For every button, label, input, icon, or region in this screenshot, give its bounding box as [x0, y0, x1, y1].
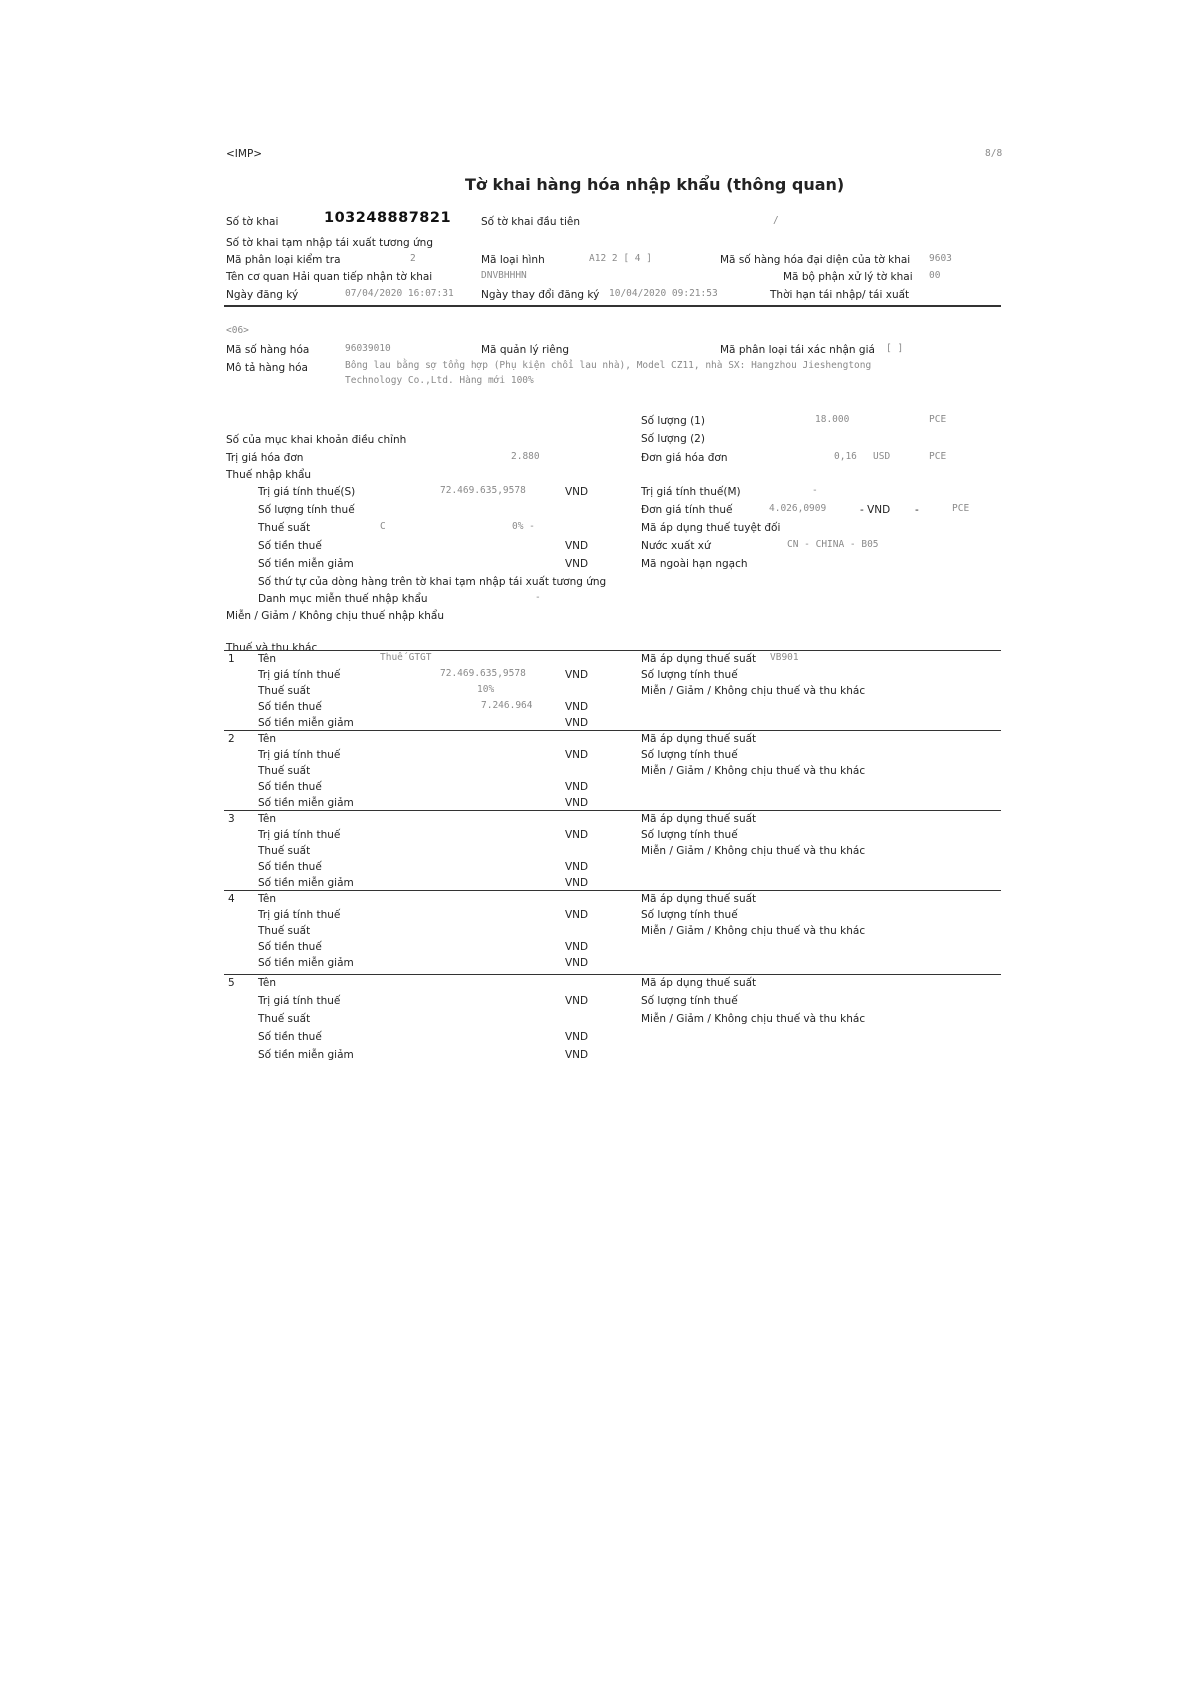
- tax-amount-unit: VND: [565, 941, 589, 953]
- change-date-label: Ngày thay đổi đăng ký: [481, 289, 600, 301]
- goods-description-line2: Technology Co.,Ltd. Hàng mới 100%: [345, 375, 534, 386]
- temp-declaration-label: Số tờ khai tạm nhập tái xuất tương ứng: [226, 237, 433, 249]
- tax-row-divider: [224, 650, 1001, 651]
- tax-exemption-unit: VND: [565, 1049, 589, 1061]
- tax-amount-unit: VND: [565, 861, 589, 873]
- tax-quantity-label: Số lượng tính thuế: [641, 669, 738, 681]
- taxable-value-s-unit: VND: [565, 486, 589, 498]
- invoice-value-label: Trị giá hóa đơn: [226, 452, 304, 464]
- tax-amount-unit: VND: [565, 1031, 589, 1043]
- tax-rate-code-label: Mã áp dụng thuế suất: [641, 977, 757, 989]
- tax-amount-label: Số tiền thuế: [258, 1031, 322, 1043]
- invoice-unit-price-label: Đơn giá hóa đơn: [641, 452, 728, 464]
- tax-amount-label: Số tiền thuế: [258, 781, 322, 793]
- tax-reduction-label: Miễn / Giảm / Không chịu thuế và thu khác: [641, 1013, 866, 1025]
- tax-exemption-unit: VND: [565, 957, 589, 969]
- tax-taxable-value-unit: VND: [565, 669, 589, 681]
- page-number: 8/8: [985, 148, 1003, 159]
- goods-code-label: Mã số hàng hóa: [226, 344, 310, 356]
- out-of-quota-label: Mã ngoài hạn ngạch: [641, 558, 748, 570]
- check-type-value: 2: [410, 253, 416, 264]
- tax-reduction-label: Miễn / Giảm / Không chịu thuế và thu khác: [641, 765, 866, 777]
- tax-row-divider: [224, 974, 1001, 975]
- type-code-value: A12 2 [ 4 ]: [589, 253, 652, 264]
- tax-exemption-label: Số tiền miễn giảm: [258, 877, 354, 889]
- tax-exemption-label: Số tiền miễn giảm: [258, 957, 354, 969]
- check-type-label: Mã phân loại kiểm tra: [226, 254, 341, 266]
- tax-unit-price-currency: - VND: [860, 504, 891, 516]
- first-declaration-label: Số tờ khai đầu tiên: [481, 216, 580, 228]
- quantity2-label: Số lượng (2): [641, 433, 705, 445]
- exemption-amount-label: Số tiền miễn giảm: [258, 558, 354, 570]
- first-declaration-value: /: [773, 215, 779, 226]
- exempt-list-label: Danh mục miễn thuế nhập khẩu: [258, 593, 428, 605]
- tax-taxable-value: 72.469.635,9578: [440, 668, 526, 679]
- header-divider: [224, 305, 1001, 307]
- type-code-label: Mã loại hình: [481, 254, 545, 266]
- tax-reduction-label: Miễn / Giảm / Không chịu thuế và thu khác: [641, 845, 866, 857]
- rep-goods-value: 9603: [929, 253, 952, 264]
- customs-office-value: DNVBHHHN: [481, 270, 527, 281]
- taxable-value-s: 72.469.635,9578: [440, 485, 526, 496]
- tax-name-label: Tên: [258, 733, 277, 745]
- tax-reduction-label: Miễn / Giảm / Không chịu thuế và thu khác: [641, 925, 866, 937]
- exemption-amount-unit: VND: [565, 558, 589, 570]
- tax-row-divider: [224, 810, 1001, 811]
- tax-amount-label: Số tiền thuế: [258, 701, 322, 713]
- import-tax-reduction-label: Miễn / Giảm / Không chịu thuế nhập khẩu: [226, 610, 444, 622]
- tax-amount-label: Số tiền thuế: [258, 941, 322, 953]
- tax-exemption-unit: VND: [565, 717, 589, 729]
- goods-description-line1: Bông lau bằng sợ tổng hợp (Phụ kiện chổi lau nhà), Model CZ11, nhà SX: Hangzhou Jieshengtong: [345, 360, 872, 371]
- tax-row-number: 5: [228, 977, 235, 989]
- taxable-value-m: -: [812, 485, 818, 496]
- other-taxes-heading: Thuế và thu khác: [226, 642, 318, 654]
- taxable-quantity-label: Số lượng tính thuế: [258, 504, 355, 516]
- tax-rate-code-label: Mã áp dụng thuế suất: [641, 653, 757, 665]
- tax-unit-price-value: 4.026,0909: [769, 503, 827, 514]
- processing-dept-value: 00: [929, 270, 941, 281]
- declaration-number: 103248887821: [324, 210, 452, 226]
- tax-row-number: 1: [228, 653, 235, 665]
- goods-section-number: <06>: [226, 325, 249, 336]
- quantity1-label: Số lượng (1): [641, 415, 705, 427]
- doc-tag: <IMP>: [226, 148, 263, 160]
- tax-quantity-label: Số lượng tính thuế: [641, 749, 738, 761]
- goods-code-value: 96039010: [345, 343, 391, 354]
- origin-country-value: CN - CHINA - B05: [787, 539, 879, 550]
- invoice-unit-price-currency: USD: [873, 451, 891, 462]
- tax-exemption-label: Số tiền miễn giảm: [258, 1049, 354, 1061]
- declaration-number-label: Số tờ khai: [226, 216, 279, 228]
- tax-row-divider: [224, 890, 1001, 891]
- tax-name-label: Tên: [258, 813, 277, 825]
- tax-quantity-label: Số lượng tính thuế: [641, 995, 738, 1007]
- tax-name-label: Tên: [258, 653, 277, 665]
- price-reconfirm-label: Mã phân loại tái xác nhận giá: [720, 344, 875, 356]
- tax-taxable-value-label: Trị giá tính thuế: [258, 749, 341, 761]
- registration-date-value: 07/04/2020 16:07:31: [345, 288, 454, 299]
- tax-name-value: Thuế GTGT: [380, 652, 432, 663]
- tax-rate-value: 0% -: [512, 521, 535, 532]
- tax-taxable-value-label: Trị giá tính thuế: [258, 829, 341, 841]
- tax-reduction-label: Miễn / Giảm / Không chịu thuế và thu khác: [641, 685, 866, 697]
- management-code-label: Mã quản lý riêng: [481, 344, 570, 356]
- tax-name-label: Tên: [258, 893, 277, 905]
- tax-taxable-value-unit: VND: [565, 749, 589, 761]
- import-tax-heading: Thuế nhập khẩu: [226, 469, 312, 481]
- tax-rate-label: Thuế suất: [258, 845, 311, 857]
- tax-row-divider: [224, 730, 1001, 731]
- taxable-value-s-label: Trị giá tính thuế(S): [258, 486, 356, 498]
- tax-quantity-label: Số lượng tính thuế: [641, 829, 738, 841]
- tax-rate-code: C: [380, 521, 386, 532]
- tax-taxable-value-unit: VND: [565, 909, 589, 921]
- tax-exemption-unit: VND: [565, 797, 589, 809]
- tax-row-number: 4: [228, 893, 235, 905]
- tax-rate-code-label: Mã áp dụng thuế suất: [641, 813, 757, 825]
- adjustment-item-label: Số của mục khai khoản điều chỉnh: [226, 434, 407, 446]
- tax-rate-label: Thuế suất: [258, 765, 311, 777]
- change-date-value: 10/04/2020 09:21:53: [609, 288, 718, 299]
- tax-rate-code-label: Mã áp dụng thuế suất: [641, 733, 757, 745]
- exempt-list-value: -: [535, 592, 541, 603]
- tax-rate-code-value: VB901: [770, 652, 799, 663]
- tax-rate-label: Thuế suất: [258, 685, 311, 697]
- registration-date-label: Ngày đăng ký: [226, 289, 299, 301]
- customs-office-label: Tên cơ quan Hải quan tiếp nhận tờ khai: [226, 271, 433, 283]
- tax-row-number: 2: [228, 733, 235, 745]
- tax-rate-label: Thuế suất: [258, 925, 311, 937]
- tax-rate-code-label: Mã áp dụng thuế suất: [641, 893, 757, 905]
- tax-amount-unit: VND: [565, 701, 589, 713]
- absolute-tax-code-label: Mã áp dụng thuế tuyệt đối: [641, 522, 781, 534]
- tax-taxable-value-unit: VND: [565, 995, 589, 1007]
- tax-amount-unit: VND: [565, 781, 589, 793]
- tax-rate-value: 10%: [477, 684, 495, 695]
- tax-row-number: 3: [228, 813, 235, 825]
- invoice-value: 2.880: [511, 451, 540, 462]
- price-reconfirm-value: [ ]: [886, 343, 904, 354]
- origin-country-label: Nước xuất xứ: [641, 540, 711, 552]
- tax-unit-price-separator: -: [915, 504, 919, 516]
- tax-taxable-value-unit: VND: [565, 829, 589, 841]
- invoice-unit-price-value: 0,16: [834, 451, 857, 462]
- tax-taxable-value-label: Trị giá tính thuế: [258, 669, 341, 681]
- temp-line-number-label: Số thứ tự của dòng hàng trên tờ khai tạm nhập tái xuất tương ứng: [258, 576, 607, 588]
- rep-goods-label: Mã số hàng hóa đại diện của tờ khai: [720, 254, 911, 266]
- tax-exemption-label: Số tiền miễn giảm: [258, 797, 354, 809]
- tax-exemption-label: Số tiền miễn giảm: [258, 717, 354, 729]
- tax-amount-label: Số tiền thuế: [258, 861, 322, 873]
- tax-amount-label: Số tiền thuế: [258, 540, 322, 552]
- tax-unit-price-unit: PCE: [952, 503, 970, 514]
- taxable-value-m-label: Trị giá tính thuế(M): [641, 486, 741, 498]
- tax-amount-unit: VND: [565, 540, 589, 552]
- invoice-unit-price-unit: PCE: [929, 451, 947, 462]
- tax-taxable-value-label: Trị giá tính thuế: [258, 995, 341, 1007]
- quantity1-value: 18.000: [815, 414, 850, 425]
- tax-name-label: Tên: [258, 977, 277, 989]
- tax-quantity-label: Số lượng tính thuế: [641, 909, 738, 921]
- tax-rate-label: Thuế suất: [258, 1013, 311, 1025]
- processing-dept-label: Mã bộ phận xử lý tờ khai: [783, 271, 913, 283]
- quantity1-unit: PCE: [929, 414, 947, 425]
- goods-description-label: Mô tả hàng hóa: [226, 362, 308, 374]
- tax-unit-price-label: Đơn giá tính thuế: [641, 504, 733, 516]
- tax-rate-label: Thuế suất: [258, 522, 311, 534]
- document-title: Tờ khai hàng hóa nhập khẩu (thông quan): [465, 175, 845, 194]
- tax-amount-value: 7.246.964: [481, 700, 533, 711]
- tax-taxable-value-label: Trị giá tính thuế: [258, 909, 341, 921]
- tax-exemption-unit: VND: [565, 877, 589, 889]
- deadline-label: Thời hạn tái nhập/ tái xuất: [770, 289, 910, 301]
